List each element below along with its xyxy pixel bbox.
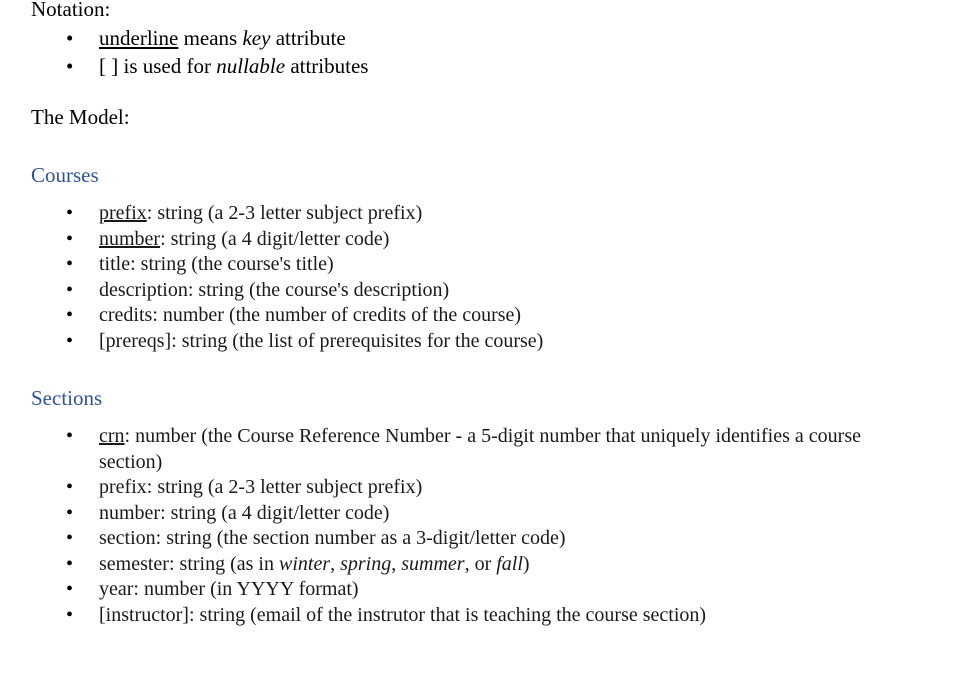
attribute-description: : string (as in — [168, 552, 279, 575]
attribute-name: prefix — [99, 202, 147, 224]
bullet-icon: • — [66, 304, 74, 326]
attribute-description: : number (in YYYY format) — [133, 578, 359, 600]
bullet-icon: • — [66, 501, 74, 524]
list-item — [0, 227, 976, 253]
bullet-icon: • — [66, 329, 74, 352]
separator: , — [330, 552, 341, 575]
bullet-icon: • — [66, 603, 74, 626]
semester-value: fall — [496, 552, 523, 575]
notation-text: [ ] is used for — [99, 54, 217, 78]
semester-value: summer — [401, 552, 465, 575]
list-item — [0, 24, 368, 52]
separator: , — [391, 552, 402, 575]
notation-nullable-term: nullable — [216, 54, 286, 78]
bullet-icon: • — [66, 54, 74, 78]
attribute-name: section — [99, 527, 156, 549]
notation-text: attribute — [270, 26, 346, 50]
list-item — [0, 603, 976, 629]
bullet-icon: • — [66, 552, 74, 575]
bullet-icon: • — [66, 26, 74, 50]
list-item — [0, 201, 976, 227]
bullet-icon: • — [66, 253, 74, 275]
bullet-icon: • — [66, 578, 74, 600]
attribute-description: : number (the number of credits of the course) — [152, 304, 522, 326]
list-item — [0, 577, 976, 603]
semester-value: spring — [340, 552, 392, 575]
attribute-name: [instructor] — [99, 603, 189, 626]
attribute-description: : string (the list of prerequisites for the course) — [171, 329, 544, 352]
list-item — [0, 252, 976, 278]
notation-list — [0, 24, 368, 80]
bullet-icon: • — [66, 476, 74, 498]
attribute-description: : string (the section number as a 3-digit/letter code) — [155, 527, 566, 549]
notation-underline-term: underline — [99, 26, 179, 50]
attribute-name: number — [99, 501, 161, 524]
bullet-icon: • — [66, 278, 74, 301]
notation-text: attributes — [285, 54, 369, 78]
attribute-name: number — [99, 227, 161, 250]
list-item — [0, 526, 976, 552]
list-item — [0, 278, 976, 304]
attribute-description: : string (a 4 digit/letter code) — [160, 227, 390, 250]
list-item — [0, 552, 976, 578]
attribute-name: crn — [99, 425, 125, 447]
attribute-name: semester — [99, 552, 169, 575]
courses-heading: Courses — [31, 163, 99, 187]
attribute-name: description — [99, 278, 188, 301]
attribute-name: year — [99, 578, 134, 600]
list-item — [0, 329, 976, 355]
bullet-icon: • — [66, 227, 74, 250]
attribute-name: credits — [99, 304, 153, 326]
bullet-icon: • — [66, 425, 74, 447]
attribute-name: [prereqs] — [99, 329, 172, 352]
attribute-name: title — [99, 253, 131, 275]
notation-key-term: key — [242, 26, 271, 50]
bullet-icon: • — [66, 202, 74, 224]
courses-attribute-list — [0, 201, 976, 354]
attribute-description-end: ) — [522, 552, 530, 575]
notation-text: means — [178, 26, 243, 50]
attribute-description: : string (email of the instrutor that is teaching the course section) — [188, 603, 707, 626]
sections-attribute-list — [0, 424, 976, 628]
list-item — [0, 475, 976, 501]
model-title: The Model: — [31, 105, 130, 129]
attribute-description: : string (a 2-3 letter subject prefix) — [146, 476, 423, 498]
sections-heading: Sections — [31, 386, 103, 410]
attribute-description: : number (the Course Reference Number - a 5-digit number that uniquely identifies a course section) — [99, 425, 861, 473]
semester-value: winter — [278, 552, 331, 575]
attribute-name: prefix — [99, 476, 147, 498]
bullet-icon: • — [66, 527, 74, 549]
attribute-description: : string (a 2-3 letter subject prefix) — [146, 202, 423, 224]
list-item — [0, 52, 368, 80]
notation-title: Notation: — [31, 0, 111, 21]
separator: , or — [464, 552, 497, 575]
list-item — [0, 424, 976, 475]
list-item — [0, 501, 976, 527]
list-item — [0, 303, 976, 329]
attribute-description: : string (a 4 digit/letter code) — [160, 501, 390, 524]
attribute-description: : string (the course's title) — [130, 253, 334, 275]
attribute-description: : string (the course's description) — [187, 278, 450, 301]
